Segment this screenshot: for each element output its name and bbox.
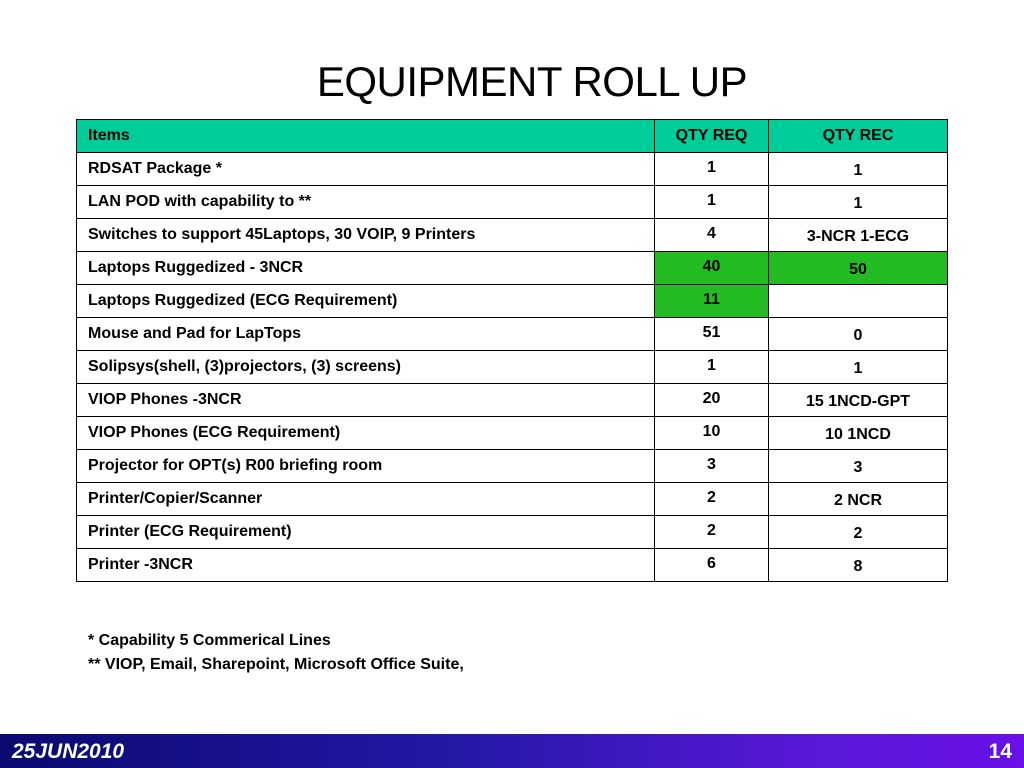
- header-qty-rec: QTY REC: [769, 120, 948, 153]
- cell-qty-req: 51: [655, 318, 769, 351]
- cell-qty-rec: 1: [769, 153, 948, 186]
- cell-qty-req: 1: [655, 153, 769, 186]
- cell-qty-rec: 3-NCR 1-ECG: [769, 219, 948, 252]
- footnote-1: * Capability 5 Commerical Lines: [88, 632, 331, 649]
- cell-qty-req: 11: [655, 285, 769, 318]
- header-items: Items: [77, 120, 655, 153]
- cell-qty-req: 3: [655, 450, 769, 483]
- table-row: [77, 450, 948, 483]
- cell-item: VIOP Phones (ECG Requirement): [77, 417, 655, 450]
- cell-item: Printer/Copier/Scanner: [77, 483, 655, 516]
- cell-qty-rec: 1: [769, 186, 948, 219]
- table-row: [77, 285, 948, 318]
- cell-qty-req: 40: [655, 252, 769, 285]
- table-row: [77, 384, 948, 417]
- equipment-table: [76, 119, 948, 582]
- table-row: [77, 516, 948, 549]
- table-row: [77, 351, 948, 384]
- cell-qty-req: 1: [655, 186, 769, 219]
- cell-item: Projector for OPT(s) R00 briefing room: [77, 450, 655, 483]
- table-row: [77, 549, 948, 582]
- table-body: [77, 153, 948, 582]
- cell-item: Solipsys(shell, (3)projectors, (3) screens): [77, 351, 655, 384]
- table-row: [77, 417, 948, 450]
- cell-qty-rec: 15 1NCD-GPT: [769, 384, 948, 417]
- cell-qty-rec: 10 1NCD: [769, 417, 948, 450]
- table-row: [77, 252, 948, 285]
- cell-item: Laptops Ruggedized (ECG Requirement): [77, 285, 655, 318]
- footer-bar: [0, 734, 1024, 768]
- page-number: 14: [988, 740, 1012, 763]
- cell-item: Mouse and Pad for LapTops: [77, 318, 655, 351]
- table-row: [77, 318, 948, 351]
- cell-item: LAN POD with capability to **: [77, 186, 655, 219]
- cell-qty-req: 4: [655, 219, 769, 252]
- footnote-2: ** VIOP, Email, Sharepoint, Microsoft Office Suite,: [88, 656, 464, 673]
- table-row: [77, 483, 948, 516]
- cell-item: Printer -3NCR: [77, 549, 655, 582]
- cell-qty-req: 20: [655, 384, 769, 417]
- cell-item: RDSAT Package *: [77, 153, 655, 186]
- cell-item: Switches to support 45Laptops, 30 VOIP, 9 Printers: [77, 219, 655, 252]
- cell-qty-req: 2: [655, 483, 769, 516]
- cell-qty-rec: 50: [769, 252, 948, 285]
- cell-qty-rec: 2 NCR: [769, 483, 948, 516]
- table-row: [77, 186, 948, 219]
- cell-qty-rec: 2: [769, 516, 948, 549]
- cell-qty-rec: 3: [769, 450, 948, 483]
- footnotes: [88, 629, 464, 677]
- cell-qty-req: 10: [655, 417, 769, 450]
- slide-title: EQUIPMENT ROLL UP: [316, 58, 748, 105]
- table-row: [77, 219, 948, 252]
- cell-qty-req: 2: [655, 516, 769, 549]
- table-row: [77, 153, 948, 186]
- table-header-row: [77, 120, 948, 153]
- cell-qty-rec: [769, 285, 948, 318]
- cell-qty-req: 6: [655, 549, 769, 582]
- cell-qty-req: 1: [655, 351, 769, 384]
- cell-item: Printer (ECG Requirement): [77, 516, 655, 549]
- cell-qty-rec: 1: [769, 351, 948, 384]
- cell-qty-rec: 0: [769, 318, 948, 351]
- header-qty-req: QTY REQ: [655, 120, 769, 153]
- cell-item: VIOP Phones -3NCR: [77, 384, 655, 417]
- footer-date: 25JUN2010: [12, 740, 125, 763]
- cell-item: Laptops Ruggedized - 3NCR: [77, 252, 655, 285]
- cell-qty-rec: 8: [769, 549, 948, 582]
